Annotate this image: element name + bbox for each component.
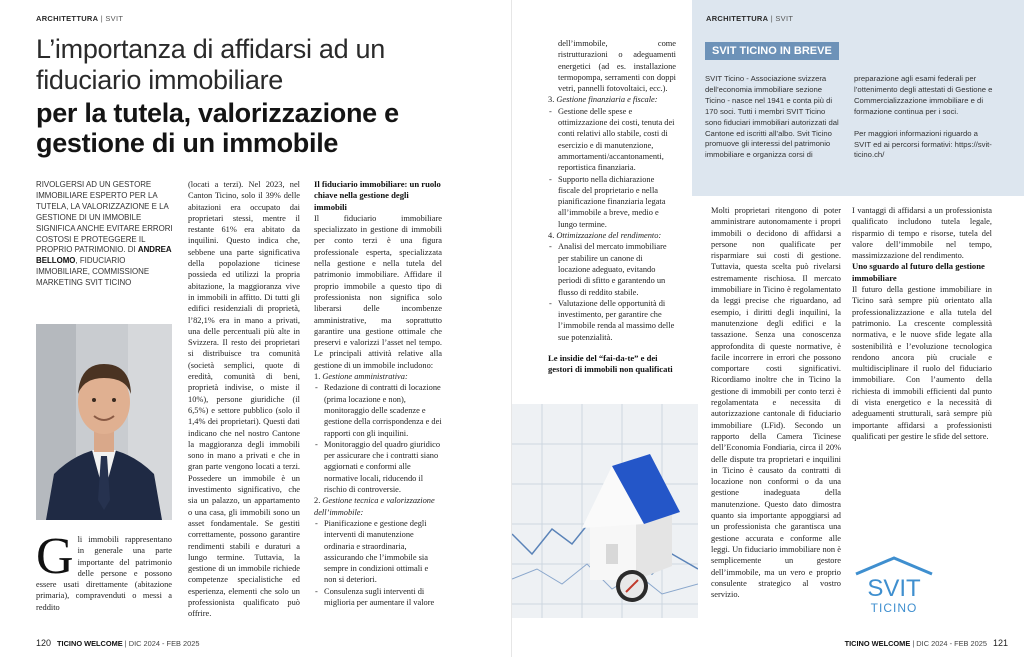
subheading-fiduciario: Il fiduciario immobiliare: un ruolo chiave nella gestione degli immobili — [314, 179, 441, 212]
svit-link: Per maggiori informazioni riguardo a SVIT ed ai percorsi formativi: https://svit-ticino.ch/ — [854, 128, 992, 160]
info-box-title: SVIT TICINO IN BREVE — [705, 42, 839, 60]
article-title-light: L’importanza di affidarsi ad un fiduciario immobiliare — [36, 34, 385, 95]
logo-text-svit: SVIT — [867, 575, 921, 602]
list-item: 3. Gestione finanziaria e fiscale: — [548, 95, 658, 105]
list-item: - Monitoraggio del quadro giuridico per assicurare che i contratti siano aggiornati e conformi alle normative locali, riducendo il rischio di controversie. — [314, 439, 442, 495]
info-box-column-1: SVIT Ticino - Associazione svizzera dell’economia immobiliare sezione Ticino - nasce nel 1941 e conta più di 170 soci. Tutti i membri SVIT Ticino sono fiduciari immobiliari autorizzati dal Cantone ed iscritti all’albo. Svit Ticino promuove gli interessi del patrimonio immobiliare e organizza corsi di — [705, 74, 839, 160]
house-photo — [512, 404, 698, 618]
logo-text-ticino: TICINO — [870, 601, 918, 615]
author-name: ANDREA BELLOMO — [36, 245, 172, 266]
list-item: 2. Gestione tecnica e valorizzazione dell’immobile: — [314, 496, 435, 517]
bullet-list — [548, 106, 676, 230]
right-column-2: Molti proprietari ritengono di poter amministrare autonomamente i propri immobili o decidono di affidarsi a persone non qualificate per risparmiare sui costi di gestione. Tuttavia, questa scelta può rivelarsi estremamente rischiosa. Il mercato immobiliare in Ticino è regolamentato da leggi precise che riguardano, ad esempio, i diritti degli inquilini, la manutenzione degli edifici e la tassazione. Senza una conoscenza approfondita di queste normative, è facile incorrere in errori che possono comportare costi significativi. Ricordiamo inoltre che in Ticino la gestione di immobili per conto terzi è regolamentata e necessita di autorizzazione cantonale di fiduciario immobiliare (LFid). Secondo un rapporto della Camera Ticinese dell’Economia Fondiaria, circa il 20% delle dispute tra proprietari e inquilini in Ticino è causato da contratti di locazione non conformi o da una gestione inadeguata della manutenzione. Questo dato dimostra quanto sia importante appoggiarsi ad un professionista che garantisca una gestione accurata e conforme alle leggi. Un fiduciario immobiliare non è semplicemente un gestore dell’immobile, ma un vero e proprio consulente strategico al vostro servizio. — [711, 206, 841, 600]
list-item: 1. Gestione amministrativa: — [314, 372, 408, 382]
right-column-3: I vantaggi di affidarsi a un professionista qualificato includono tutela legale, risparmio di tempo e risorse, tutela del valore dell’immobile nel tempo, massimizzazione del rendimento. Uno sguardo al futuro della gestione immobiliare Il futuro della gestione immobiliare in Ticino sarà sempre più orientato alla professionalizzazione e alla tutela del patrimonio. La crescente complessità normativa, e le nuove sfide legate alla sostenibilità e l’evoluzione tecnologica rendono ancora più cruciale e multidisciplinare il ruolo del fiduciario immobiliare. Con l’aumento della richiesta di immobili efficienti dal punto di vista energetico e la necessità di adeguamenti strutturali, sarà sempre più importante affidarsi a professionisti qualificati per gestire le sfide del settore. — [852, 206, 992, 441]
article-title-bold: per la tutela, valorizzazione e gestione di un immobile — [36, 98, 399, 158]
section-tag: ARCHITETTURA | SVIT — [706, 14, 794, 23]
list-item: - Gestione delle spese e ottimizzazione dei costi, tenuta dei conti relativi allo stabile, costi di esercizio e di manutenzione, ammortamenti/accantonamenti, reportistica finanziaria. — [548, 106, 676, 174]
left-column-1: G li immobili rappresentano in generale una parte importante del patrimonio delle persone e possono essere usati direttamente (abitazione primaria), compravenduti o messi a reddito — [36, 528, 172, 612]
list-item: - Redazione di contratti di locazione (prima locazione e non), monitoraggio delle scadenze e gestione della corrispondenza e dei rapporti con gli inquilini. — [314, 382, 442, 438]
section-tag: ARCHITETTURA | SVIT — [36, 14, 124, 23]
list-item: - Pianificazione e gestione degli interventi di manutenzione ordinaria e straordinaria, assicurando che l’immobile sia sempre in condizioni ottimali e non si deteriori. — [314, 518, 442, 586]
folio: 120 TICINO WELCOME | DIC 2024 - FEB 2025 — [36, 638, 200, 648]
list-item: - Analisi del mercato immobiliare per stabilire un canone di locazione adeguato, evitando periodi di sfitto e garantendo un flusso di reddito stabile. — [548, 241, 676, 297]
info-box-column-2: preparazione agli esami federali per l’ottenimento degli attestati di Gestione e Commercializzazione immobiliare e di formazione continua per i soci. Per maggiori informazioni riguardo a SVIT ed ai percorsi formativi: https://svit-ticino.ch/ — [854, 74, 993, 160]
left-column-3: Il fiduciario immobiliare: un ruolo chiave nella gestione degli immobili Il fiduciario immobiliare specializzato in gestione di immobili per conto terzi è una figura professionale esperta, specializzata nella gestione e nella tutela del patrimonio immobiliare. Affidare il proprio immobile a questo tipo di professionista non significa solo liberarsi delle incombenze amministrative, ma soprattutto garantire una gestione ottimale che preservi e valorizzi l’asset nel tempo. Le principali attività relative alla gestione di un immobile includono: 1. Gestione amministrativa: - Redazione di contratti di locazione (prima locazione e non), monitoraggio delle scadenze e gestione della corrispondenza e dei rapporti con gli inquilini. - Monitoraggio del quadro giuridico per assicurare che i contratti siano aggiornati e conformi alle normative locali, riducendo il rischio di controversie. 2. Gestione tecnica e valorizzazione dell’immobile: - Pianificazione e gestione degli interventi di manutenzione ordinaria e straordinaria, assicurando che l’immobile sia sempre in condizioni ottimali e non si deteriori. - Consulenza sugli interventi di miglioria per aumentare il valore — [314, 179, 442, 608]
list-item: - Supporto nella dichiarazione fiscale del proprietario e nella pianificazione finanziaria legata all’immobile a breve, medio e lungo termine. — [548, 174, 676, 230]
right-column-1: dell’immobile, come ristrutturazioni o adeguamenti energetici (ad es. installazione termopompa, serramenti con doppi vetri, pannelli fotovoltaici, ecc.). 3. Gestione finanziaria e fiscale: - Gestione delle spese e ottimizzazione dei costi, tenuta dei conti relativi allo stabile, costi di esercizio e di manutenzione, ammortamenti/accantonamenti, reportistica finanziaria. - Supporto nella dichiarazione fiscale del proprietario e nella pianificazione finanziaria legata all’immobile a breve, medio e lungo termine. 4. Ottimizzazione del rendimento: - Analisi del mercato immobiliare per stabilire un canone di locazione adeguato, evitando periodi di sfitto e garantendo un flusso di reddito stabile. - Valutazione delle opportunità di investimento, per garantire che l’immobile renda al massimo delle sue potenzialità. Le insidie del “fai-da-te” e dei gestori di immobili non qualificati — [548, 38, 676, 376]
bullet-list — [548, 241, 676, 343]
list-item: - Valutazione delle opportunità di investimento, per garantire che l’immobile renda al massimo delle sue potenzialità. — [548, 298, 676, 343]
right-page — [512, 0, 1024, 657]
drop-cap: G — [36, 528, 74, 585]
bullet-list — [314, 382, 442, 495]
author-photo — [36, 324, 172, 520]
article-abstract: RIVOLGERSI AD UN GESTORE IMMOBILIARE ESPERTO PER LA TUTELA, LA VALORIZZAZIONE E LA GESTIONE DI UN IMMOBILE SIGNIFICA ANCHE EVITARE ERRORI COSTOSI E PROTEGGERE IL PROPRIO PATRIMONIO. DI ANDREA BELLOMO, FIDUCIARIO IMMOBILIARE, COMMISSIONE MARKETING SVIT TICINO — [36, 180, 173, 288]
bullet-list — [314, 518, 442, 608]
list-item: 4. Ottimizzazione del rendimento: — [548, 231, 662, 241]
svit-ticino-logo — [854, 556, 934, 618]
folio: TICINO WELCOME | DIC 2024 - FEB 2025 121 — [844, 638, 1008, 648]
subheading-insidie: Le insidie del “fai-da-te” e dei gestori di immobili non qualificati — [548, 353, 673, 375]
subheading-futuro: Uno sguardo al futuro della gestione immobiliare — [852, 261, 985, 283]
left-column-2: (locati a terzi). Nel 2023, nel Canton Ticino, solo il 39% delle abitazioni era occupato dai proprietari stessi, mentre il restante 61% era abitato da inquilini. Questo indica che, sebbene una parte significativa della popolazione ticinese possieda ed utilizzi la propria abitazione, la maggioranza vive in immobili in affitto. Di tutti gli edifici residenziali di proprietà, l’82,1% era in mano a privati, una delle percentuali più alte in Svizzera. Il resto dei proprietari si distribuisce tra comunità (società semplici, quote di eredità, comunità di beni, proprietà indivise, o miste il 10%), persone giuridiche (il 6,5%) e settore pubblico (solo il 1,4% dei proprietari). Questi dati indicano che nel nostro Cantone la maggioranza degli immobili sono in mano a privati e che in gran parte vengono locati a terzi. Possedere un immobile è un investimento significativo, che sia un palazzo, un appartamento o una casa, gli immobili sono un asset fondamentale. Se gestiti correttamente, possono garantire rendimenti stabili e duraturi a lungo termine. Tuttavia, la gestione di un immobile richiede competenze specialistiche ed esperienza, elementi che solo un professionista qualificato può offrire. — [188, 180, 300, 619]
list-item: - Consulenza sugli interventi di miglioria per aumentare il valore — [314, 586, 442, 609]
